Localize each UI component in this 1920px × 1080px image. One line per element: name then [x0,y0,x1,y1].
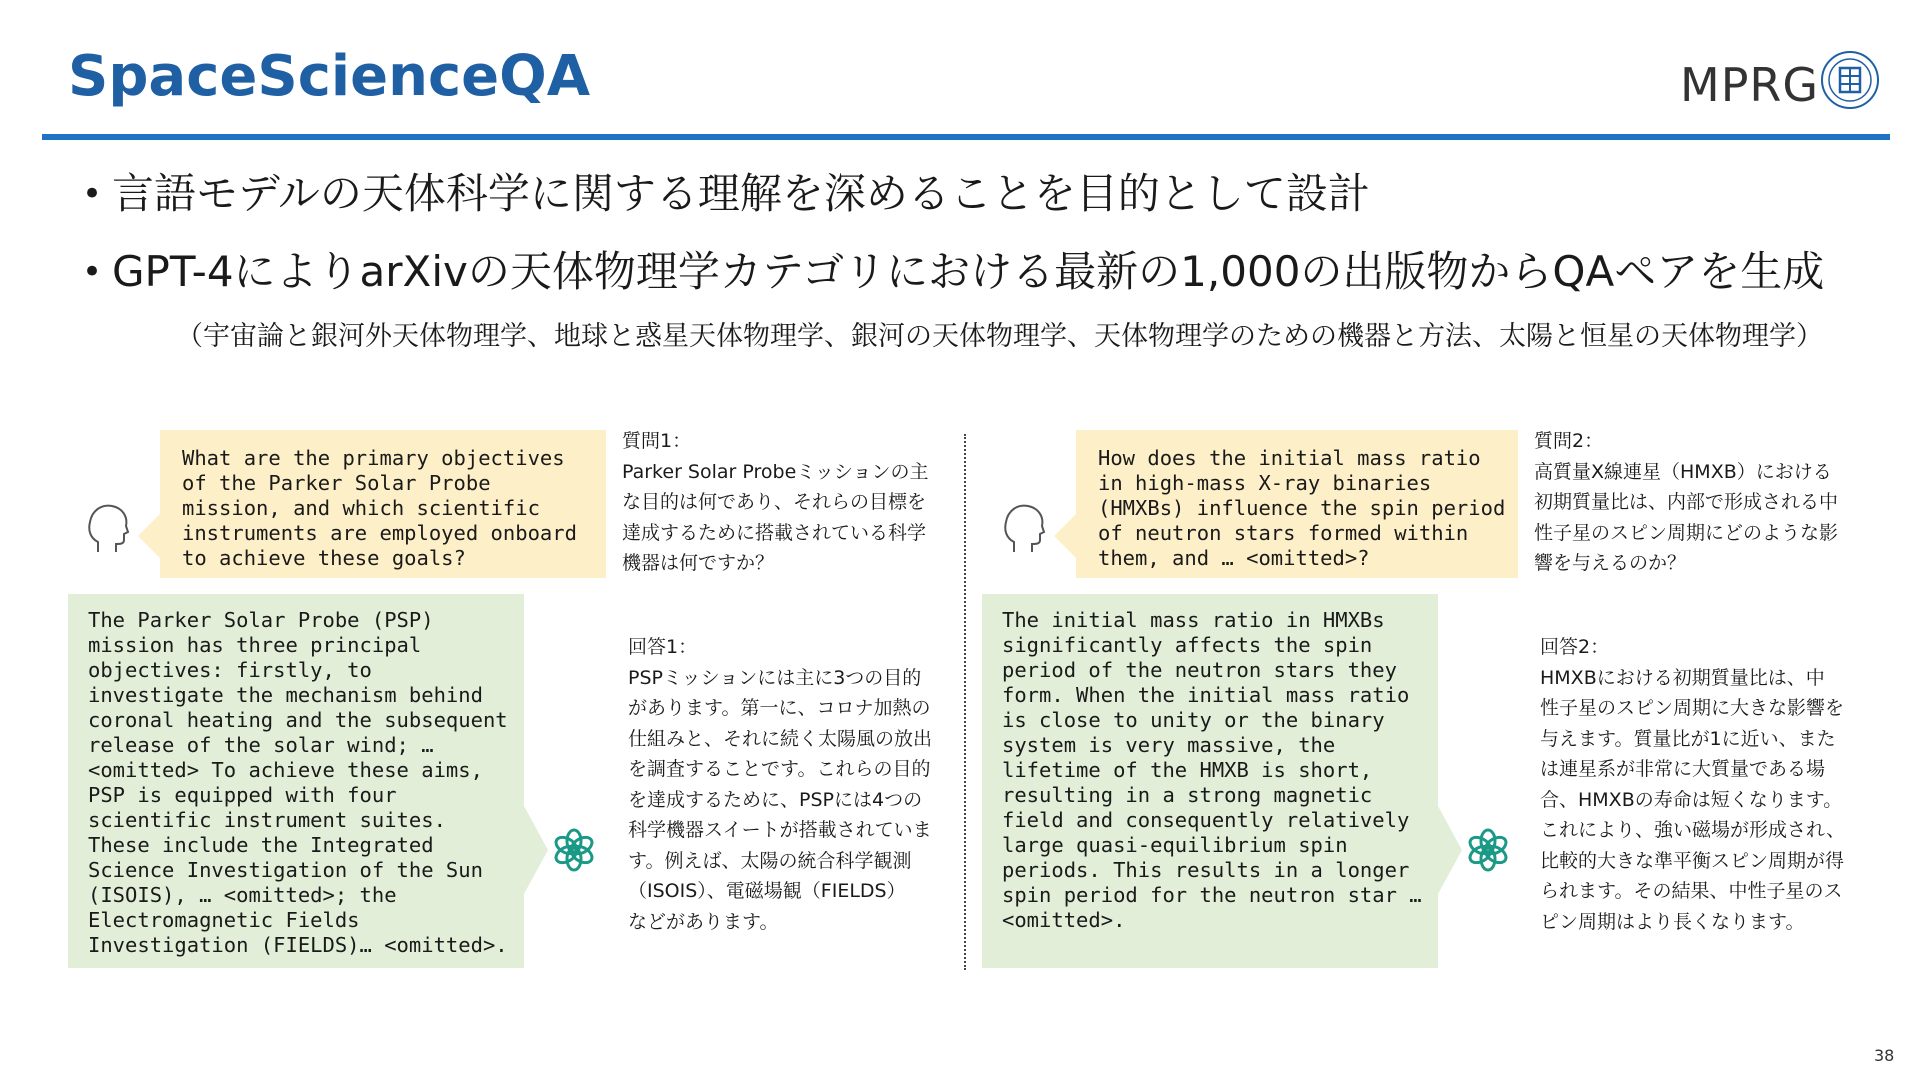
bullet-text: GPT-4によりarXivの天体物理学カテゴリにおける最新の1,000の出版物からQAペアを生成 [112,247,1825,296]
answer-box-en: The Parker Solar Probe (PSP) mission has three principal objectives: firstly, to investigate the mechanism behind coronal heating and the subsequent release of the solar wind; … <omitted> To achieve these aims, PSP is equipped with four scientific instrument suites. These include the Integrated Science Investigation of the Sun (ISOIS), … <omitted>; the Electromagnetic Fields Investigation (FIELDS)… <omitted>. [68,594,524,968]
answer-box-en: The initial mass ratio in HMXBs significantly affects the spin period of the neutron stars they form. When the initial mass ratio is close to unity or the binary system is very massive, the lifetime of the HMXB is short, resulting in a strong magnetic field and consequently relatively large quasi-equilibrium spin periods. This results in a longer spin period for the neutron star … <omitted>. [982,594,1438,968]
chatgpt-icon [550,826,598,874]
chatgpt-icon [1464,826,1512,874]
question-jp: 質問1： Parker Solar Probeミッションの主 な目的は何であり、それらの目標を 達成するために搭載されている科学 機器は何ですか？ [622,430,929,574]
human-head-icon [1000,500,1048,556]
question-box-en: How does the initial mass ratio in high-mass X-ray binaries (HMXBs) influence the spin period of neutron stars formed within them, and … <omitted>? [1076,430,1518,578]
bullet-dot: • [82,252,103,292]
human-head-icon [84,500,132,556]
bullet-text: 言語モデルの天体科学に関する理解を深めることを目的として設計 [112,169,1370,218]
question-jp: 質問2： 高質量X線連星（HMXB）における 初期質量比は、内部で形成される中 性子星のスピン周期にどのような影 響を与えるのか？ [1534,430,1839,574]
answer-jp: 回答2： HMXBにおける初期質量比は、中 性子星のスピン周期に大きな影響を 与えます。質量比が1に近い、また は連星系が非常に大質量である場 合、HMXBの寿命は短くなります。 これにより、強い磁場が形成され、 比較的大きな準平衡スピン周期が得 られます。その結果、中性子星のス ピン周期はより長くなります。 [1540,636,1846,933]
slide-title: SpaceScienceQA [68,44,591,109]
bullet-dot: • [82,174,103,214]
mprg-logo [1680,48,1880,114]
example-divider [964,434,966,970]
logo-text: MPRG [1680,58,1820,112]
university-seal-icon [1820,50,1880,110]
answer-jp: 回答1： PSPミッションには主に3つの目的 があります。第一に、コロナ加熱の 仕組みと、それに続く太陽風の放出 を調査することです。これらの目的 を達成するために、PSPには4つの 科学機器スイートが搭載されていま す。例えば、太陽の統合科学観測 （ISOIS）、電磁場観（FIELDS） などがあります。 [628,636,933,933]
bullet-note: （宇宙論と銀河外天体物理学、地球と惑星天体物理学、銀河の天体物理学、天体物理学のための機器と方法、太陽と恒星の天体物理学） [176,321,1823,352]
title-underline [42,134,1890,140]
page-number: 38 [1874,1046,1895,1065]
question-box-en: What are the primary objectives of the Parker Solar Probe mission, and which scientific instruments are employed onboard to achieve these goals? [160,430,606,578]
